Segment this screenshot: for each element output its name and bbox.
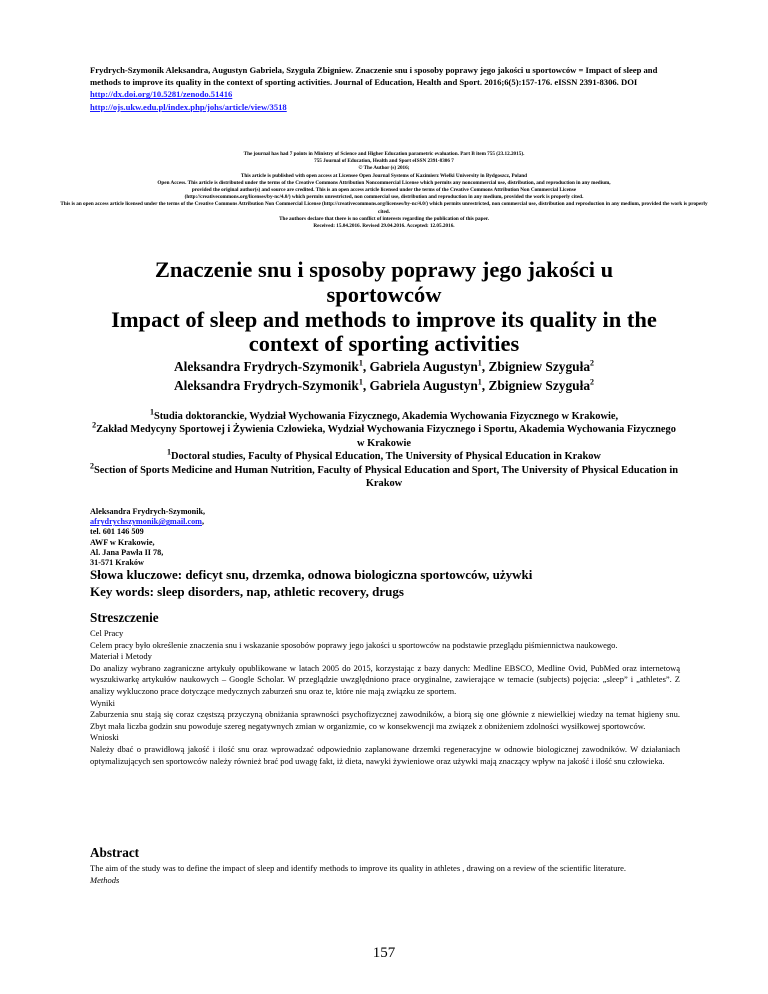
author-affiliation-marker: 1: [358, 377, 363, 387]
citation-text: Frydrych-Szymonik Aleksandra, Augustyn Gabriela, Szyguła Zbigniew. Znaczenie snu i sposoby poprawy jego jakości u sportowców = Impact of sleep and methods to improve its quality in the context of sporting activities. Journal of Education, Health and Sport. 2016;6(5):157-176. eISSN 2391-8306. DOI: [90, 65, 658, 88]
author-name: , Gabriela Augustyn: [362, 378, 478, 393]
affiliation: [88, 420, 680, 450]
contact-street: Al. Jana Pawła II 78,: [90, 547, 164, 557]
license-line: Open Access. This article is distributed under the terms of the Creative Commons Attribution Noncommercial License which permits any noncommercial use, distribution, and reproduction in any medium,: [157, 179, 611, 186]
contact-city: 31-571 Kraków: [90, 558, 144, 568]
affiliation: [88, 447, 680, 463]
author-name: Aleksandra Frydrych-Szymonik: [173, 378, 359, 393]
author-affiliation-marker: 2: [590, 358, 595, 368]
contact-institution: AWF w Krakowie,: [90, 537, 155, 547]
keywords-polish: Słowa kluczowe: deficyt snu, drzemka, odnowa biologiczna sportowców, używki: [90, 567, 533, 582]
license-line: 755 Journal of Education, Health and Sport eISSN 2391-8306 7: [314, 158, 454, 165]
license-block: [60, 151, 708, 230]
doi-link[interactable]: http://dx.doi.org/10.5281/zenodo.51416: [90, 89, 233, 100]
paper-title: [100, 258, 668, 357]
license-line: The authors declare that there is no conflict of interests regarding the publication of this paper.: [279, 215, 489, 222]
subsection-label: Cel Pracy: [90, 628, 124, 638]
subsection-label: Wnioski: [90, 732, 119, 743]
abstract-heading: Abstract: [90, 845, 140, 860]
affiliation-marker: 2: [89, 461, 94, 471]
contact-email-line: [90, 517, 290, 527]
paragraph: Zaburzenia snu stają się coraz częstszą przyczyną obniżania sprawności psychofizycznej zawodników, a biorą się one głównie z niewielkiej wiedzy na temat higieny snu. Zbyt mała liczba godzin snu powoduje szereg negatywnych zmian w organizmie, co w konsekwencji ma związek z obniżeniem zdolności wysiłkowej sportowców.: [90, 709, 680, 731]
citation-block: [90, 64, 680, 113]
author-name: Aleksandra Frydrych-Szymonik: [173, 359, 359, 374]
license-line: © The Author (s) 2016;: [358, 165, 410, 172]
license-line: This is an open access article licensed under the terms of the Creative Commons Attribution Non Commercial License (http://creativecommons.org/licenses/by-nc/4.0/) which permits unrestricted, non commercial use, distribution and reproduction in any medium, provided the work is properly cited.: [60, 201, 708, 215]
paragraph: Do analizy wybrano zagraniczne artykuły opublikowane w latach 2005 do 2015, korzystając z bazy danych: Medline EBSCO, Medline Ovid, PubMed oraz internetową wyszukiwarkę artykułów naukowych – Google Scholar. W przeglądzie uwzględniono prace oryginalne, zawierające w temacie (subjects) pojęcia: „sleep” i „athletes”. Z analizy wykluczono prace dotyczące medycznych zaburzeń snu oraz te, które nie mają związku ze sportem.: [90, 662, 680, 696]
abstract-section: [90, 845, 680, 886]
paragraph: Celem pracy było określenie znaczenia snu i wskazanie sposobów poprawy jego jakości u sportowców na podstawie przeglądu piśmiennictwa naukowego.: [90, 639, 618, 650]
affiliation-marker: 1: [149, 407, 154, 417]
author-name: , Gabriela Augustyn: [362, 359, 478, 374]
subsection-label: Wyniki: [90, 697, 115, 708]
license-line: provided the original author(s) and source are credited. This is an open access article licensed under the terms of the Creative Commons Attribution Non Commercial License: [191, 187, 577, 194]
title-polish: Znaczenie snu i sposoby poprawy jego jakości u sportowców: [154, 257, 614, 307]
contact-punct: ,: [202, 517, 205, 527]
email-link[interactable]: afrydrychszymonik@gmail.com: [90, 517, 202, 527]
paragraph: Należy dbać o prawidłową jakość i ilość snu oraz wprowadzać odpowiednio zaplanowane drzemki regeneracyjne w odnowie biologicznej zawodników. W działaniach optymalizujących sen sportowców należy również brać pod uwagę fakt, iż dieta, nawyki żywieniowe oraz używki mają znaczący wpływ na jakość i ilość snu człowieka.: [90, 743, 680, 766]
paragraph: The aim of the study was to define the impact of sleep and identify methods to improve its quality in athletes , drawing on a review of the scientific literature.: [90, 863, 627, 873]
title-english: Impact of sleep and methods to improve its quality in the context of sporting activities: [111, 306, 657, 357]
affiliation-text: Doctoral studies, Faculty of Physical Education, The University of Physical Education in Krakow: [171, 451, 601, 463]
author-name: , Zbigniew Szyguła: [481, 378, 591, 393]
affiliations: [88, 407, 680, 490]
affiliation-text: Zakład Medycyny Sportowej i Żywienia Człowieka, Wydział Wychowania Fizycznego i Sportu, Akademia Wychowania Fizycznego w Krakowie: [96, 424, 676, 449]
license-line: Received: 15.04.2016. Revised 29.04.2016. Accepted: 12.05.2016.: [313, 223, 455, 230]
streszczenie-heading: Streszczenie: [90, 610, 159, 625]
affiliation-text: Section of Sports Medicine and Human Nutrition, Faculty of Physical Education and Sport, The University of Physical Education in Krakow: [93, 464, 679, 490]
subsection-label: Materiał i Metody: [90, 651, 152, 662]
page-number: 157: [372, 945, 396, 961]
authors-line: [80, 376, 688, 395]
author-affiliation-marker: 1: [477, 377, 482, 387]
streszczenie-section: [90, 610, 680, 767]
affiliation: [88, 407, 680, 423]
author-affiliation-marker: 1: [477, 358, 482, 368]
affiliation-marker: 2: [92, 420, 97, 430]
author-affiliation-marker: 1: [358, 358, 363, 368]
license-line: (http://creativecommons.org/licenses/by-nc/4.0/) which permits unrestricted, non commercial use, distribution and reproduction in any medium, provided the work is properly cited.: [184, 194, 584, 201]
contact-phone: tel. 601 146 509: [90, 527, 144, 537]
article-url-link[interactable]: http://ojs.ukw.edu.pl/index.php/johs/article/view/3518: [90, 101, 287, 112]
keywords: [90, 567, 690, 600]
license-line: The journal has had 7 points in Ministry of Science and Higher Education parametric evaluation. Part B item 755 (23.12.2015).: [243, 151, 525, 157]
license-line: This article is published with open access at Licensee Open Journal Systems of Kazimierz Wielki University in Bydgoszcz, Poland: [240, 172, 528, 179]
author-list: [80, 357, 688, 395]
affiliation-text: Studia doktoranckie, Wydział Wychowania Fizycznego, Akademia Wychowania Fizycznego w Krakowie,: [153, 411, 619, 422]
contact-name: Aleksandra Frydrych-Szymonik,: [90, 507, 206, 516]
keywords-english: Key words: sleep disorders, nap, athletic recovery, drugs: [90, 583, 404, 599]
author-affiliation-marker: 2: [590, 377, 595, 387]
authors-line: [80, 357, 688, 376]
affiliation: [88, 461, 680, 491]
corresponding-author: [90, 507, 290, 568]
author-name: , Zbigniew Szyguła: [481, 359, 591, 374]
subsection-label: Methods: [90, 874, 120, 885]
affiliation-marker: 1: [167, 447, 172, 457]
